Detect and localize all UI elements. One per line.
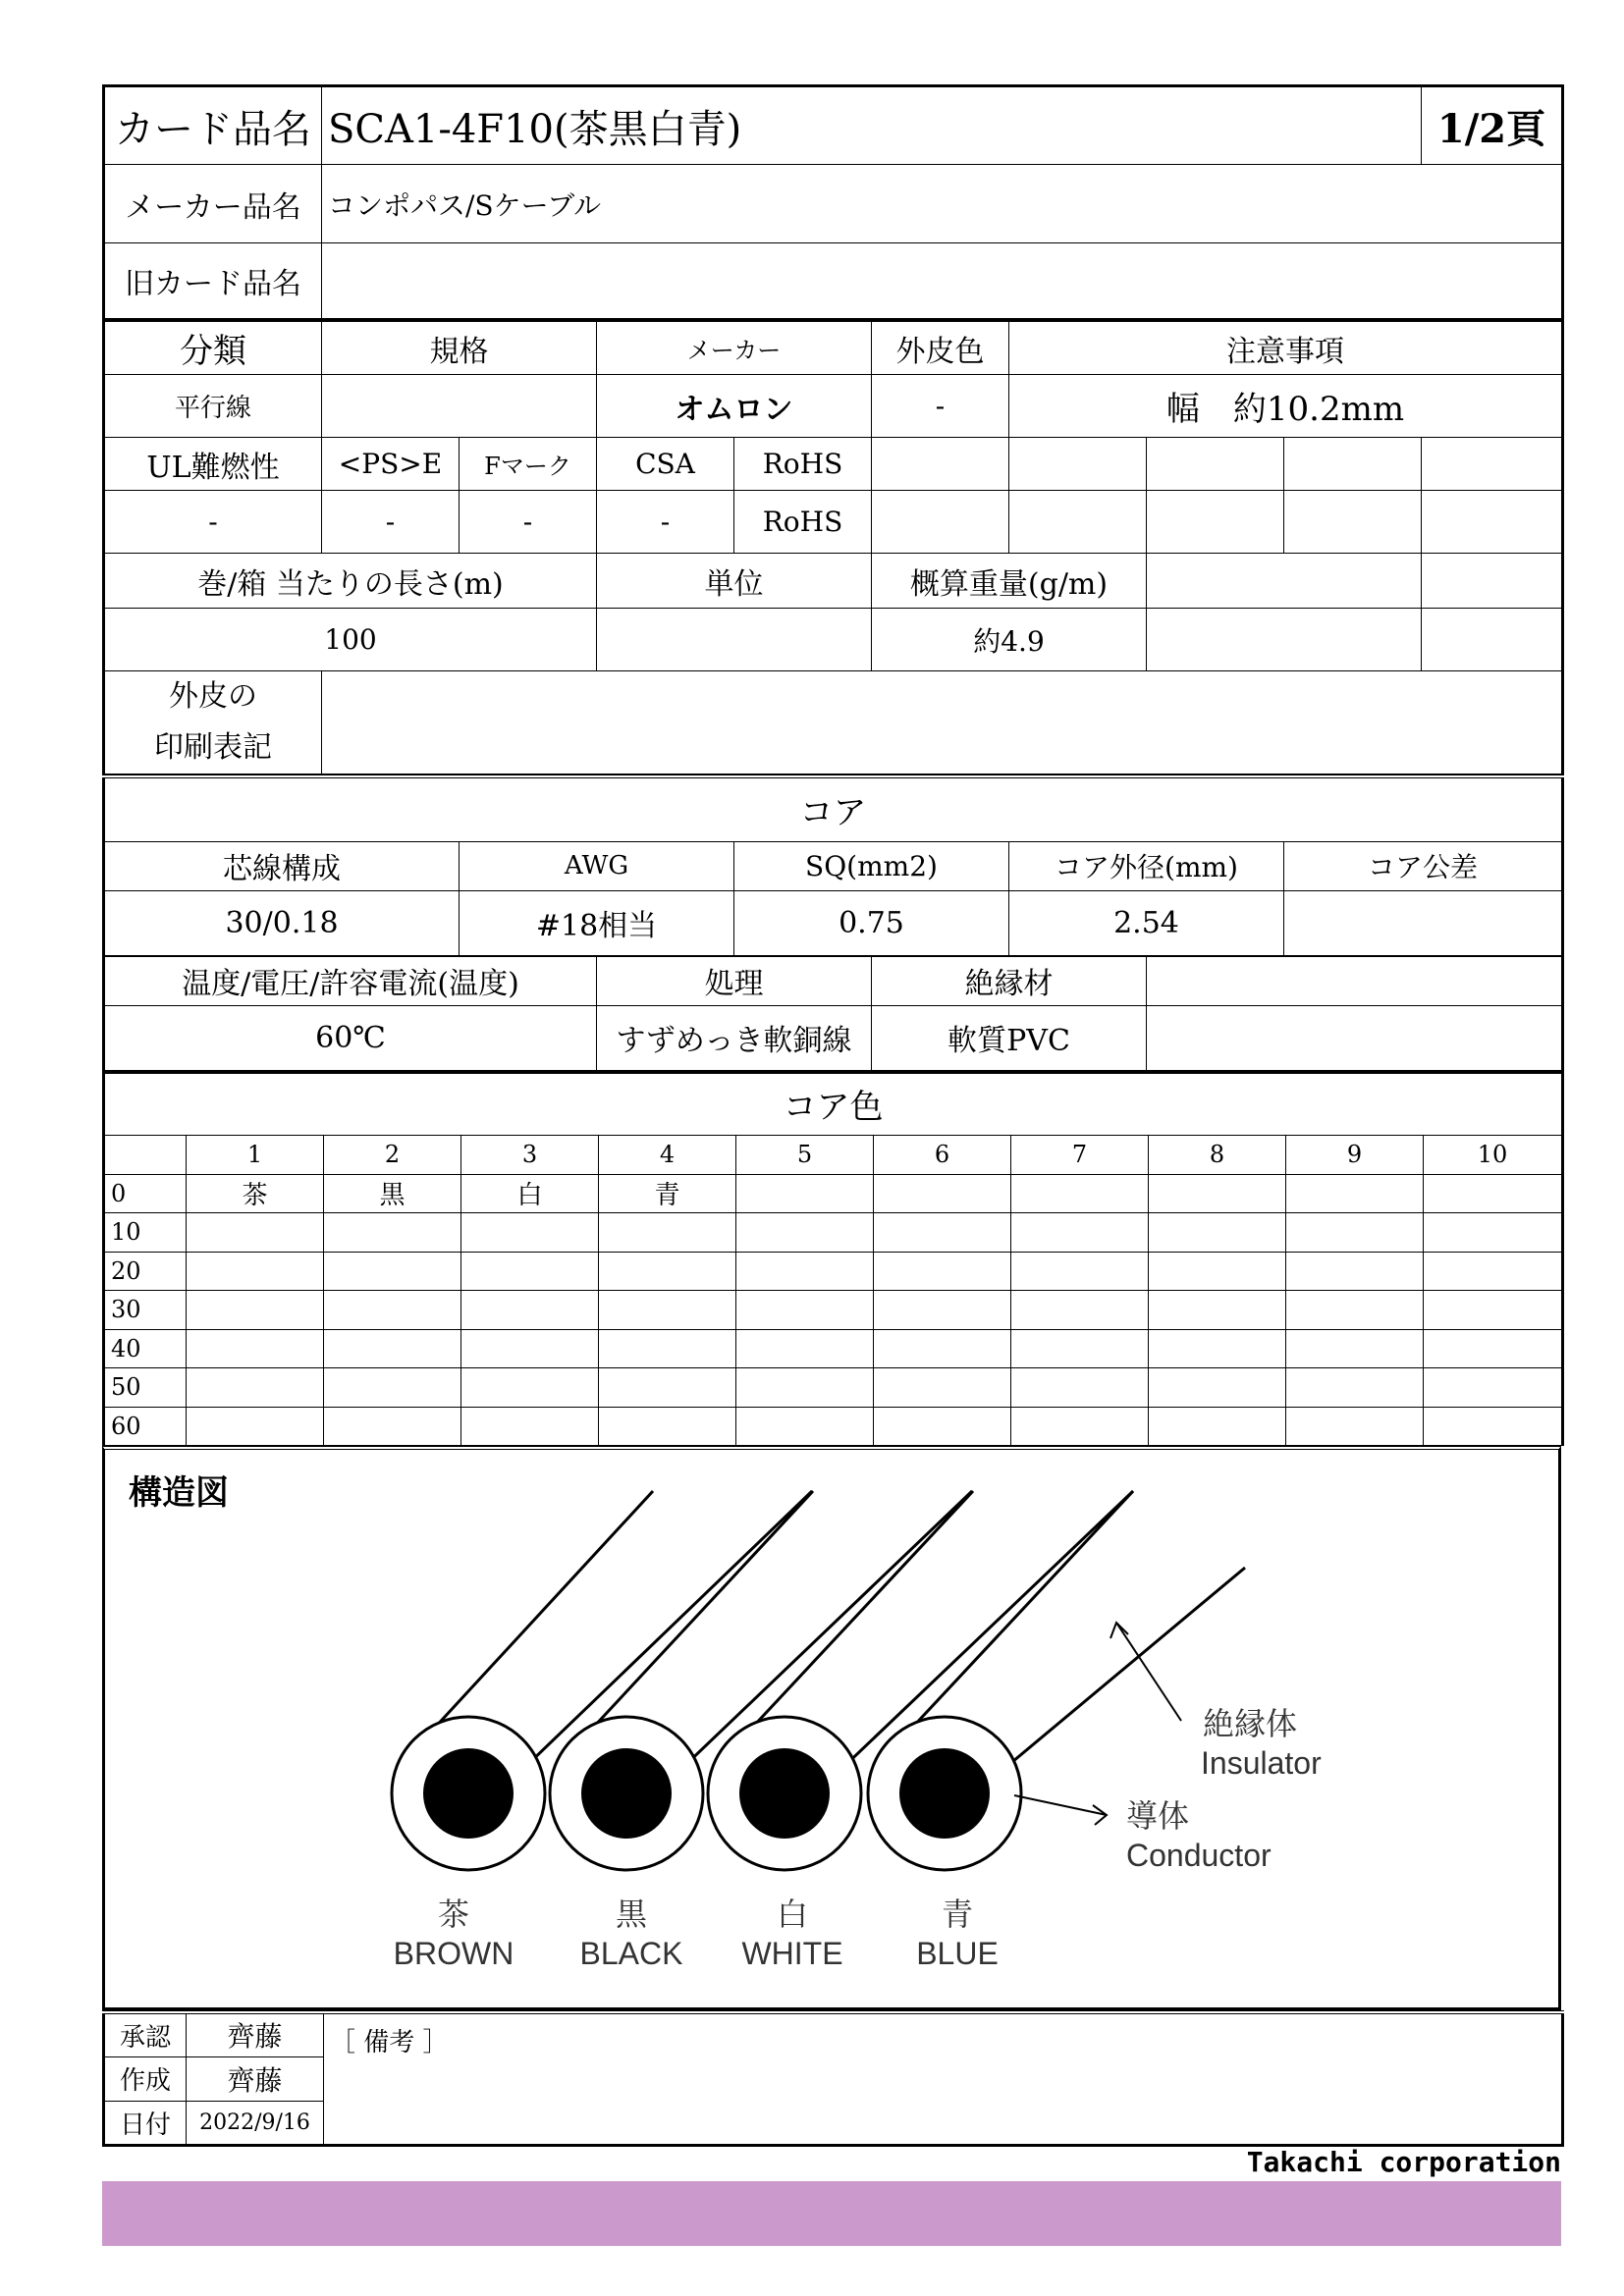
core-color-column-header: 5: [736, 1135, 874, 1174]
core-color-cell: [461, 1213, 599, 1253]
core-color-cell: [461, 1368, 599, 1408]
cert-header-rohs: RoHS: [734, 438, 872, 491]
core-color-cell: [599, 1252, 736, 1291]
conductor-white: [739, 1748, 830, 1839]
cert-value-empty: [1009, 491, 1147, 554]
core-color-row-label: 0: [104, 1174, 187, 1213]
condition-header-empty: [1147, 956, 1563, 1005]
core-color-cell: [599, 1291, 736, 1330]
cert-fmark-value: -: [460, 491, 597, 554]
length-value-empty: [1422, 609, 1563, 671]
core-color-cell: [461, 1407, 599, 1446]
core-color-cell: [187, 1291, 324, 1330]
core-color-cell: [1149, 1291, 1286, 1330]
core-color-cell: [599, 1329, 736, 1368]
core-color-cell: [1286, 1329, 1424, 1368]
core-color-title: コア色: [104, 1072, 1563, 1135]
core-color-cell: [1286, 1174, 1424, 1213]
core-color-cell: [1424, 1252, 1563, 1291]
core-color-cell: [187, 1213, 324, 1253]
core-color-cell: [1424, 1368, 1563, 1408]
structure-diagram: [102, 1446, 1561, 2010]
core-color-cell: [874, 1252, 1011, 1291]
approval-row: [104, 2012, 1563, 2056]
core-color-cell: [187, 1368, 324, 1408]
length-header-empty: [1147, 554, 1422, 609]
cert-header-empty: [1284, 438, 1422, 491]
condition-header-insulation: 絶縁材: [872, 956, 1147, 1005]
print-marking-value: [322, 671, 1563, 774]
core-header-awg: AWG: [460, 841, 734, 890]
cert-header-empty: [1009, 438, 1147, 491]
wire-label-jp: 黒: [615, 1896, 648, 1932]
spec-header-maker: メーカー: [597, 322, 872, 375]
condition-table: [102, 956, 1564, 1071]
core-header-strand: 芯線構成: [104, 841, 460, 890]
length-value-empty: [1147, 609, 1422, 671]
core-color-cell: [1149, 1252, 1286, 1291]
length-header: 巻/箱 当たりの長さ(m): [104, 554, 597, 609]
condition-empty-value: [1147, 1005, 1563, 1070]
core-color-cell: [874, 1329, 1011, 1368]
core-color-row-label: 40: [104, 1329, 187, 1368]
spec-standard-value: [322, 375, 597, 438]
cert-rohs-value: RoHS: [734, 491, 872, 554]
condition-header-temp: 温度/電圧/許容電流(温度): [104, 956, 597, 1005]
core-color-cell: [324, 1291, 461, 1330]
core-color-cell: [1011, 1213, 1149, 1253]
core-color-cell: [461, 1329, 599, 1368]
core-color-cell: [736, 1213, 874, 1253]
core-color-cell: [1424, 1407, 1563, 1446]
core-color-cell: [324, 1252, 461, 1291]
core-color-cell: [324, 1213, 461, 1253]
spec-maker-value: オムロン: [597, 375, 872, 438]
wire-label-en: BLACK: [579, 1936, 683, 1971]
core-color-row: [104, 1407, 1563, 1446]
core-color-row: [104, 1213, 1563, 1253]
maker-name-value: コンポパス/Sケーブル: [322, 165, 1563, 243]
core-table: [102, 774, 1564, 956]
conductor-blue: [899, 1748, 990, 1839]
core-color-row: [104, 1329, 1563, 1368]
conductor-label-en: Conductor: [1126, 1838, 1272, 1873]
spec-table: [102, 321, 1564, 774]
approval-value: 2022/9/16: [187, 2101, 324, 2145]
cert-value-empty: [1147, 491, 1284, 554]
core-color-table: [102, 1071, 1564, 1447]
cert-ul-value: -: [104, 491, 322, 554]
core-color-cell: [1011, 1329, 1149, 1368]
core-color-cell: [874, 1174, 1011, 1213]
core-color-column-header: 3: [461, 1135, 599, 1174]
core-strand-value: 30/0.18: [104, 890, 460, 955]
unit-value: [597, 609, 872, 671]
core-color-cell: [736, 1291, 874, 1330]
core-color-cell: [324, 1329, 461, 1368]
print-marking-label-line2: 印刷表記: [154, 730, 272, 765]
insulator-label-jp: 絶縁体: [1203, 1706, 1298, 1741]
weight-header: 概算重量(g/m): [872, 554, 1147, 609]
condition-header-treatment: 処理: [597, 956, 872, 1005]
core-color-column-header: 1: [187, 1135, 324, 1174]
core-color-row-label: 60: [104, 1407, 187, 1446]
core-od-value: 2.54: [1009, 890, 1284, 955]
core-color-row: [104, 1291, 1563, 1330]
core-color-cell: [1011, 1407, 1149, 1446]
core-color-row: [104, 1174, 1563, 1213]
core-color-cell: [1011, 1368, 1149, 1408]
cert-header-ul: UL難燃性: [104, 438, 322, 491]
core-color-column-header: 10: [1424, 1135, 1563, 1174]
footer-color-band: [102, 2181, 1561, 2246]
core-color-cell: [874, 1368, 1011, 1408]
core-color-cell: [599, 1407, 736, 1446]
spec-category-value: 平行線: [104, 375, 322, 438]
unit-header: 単位: [597, 554, 872, 609]
conductor-black: [581, 1748, 672, 1839]
wire-label-jp: 白: [776, 1896, 809, 1932]
core-color-cell: [599, 1368, 736, 1408]
core-color-cell: [1149, 1213, 1286, 1253]
core-color-cell: [461, 1252, 599, 1291]
print-marking-label: [104, 671, 322, 774]
core-sq-value: 0.75: [734, 890, 1009, 955]
cable-cross-section-svg: [105, 1450, 1558, 2007]
core-header-sq: SQ(mm2): [734, 841, 1009, 890]
maker-name-label: メーカー品名: [104, 165, 322, 243]
insulator-label-en: Insulator: [1201, 1745, 1322, 1781]
cert-header-pse: <PS>E: [322, 438, 460, 491]
wire-label-jp: 茶: [437, 1896, 470, 1932]
approval-label: 日付: [104, 2101, 187, 2145]
spec-sheath-color-value: -: [872, 375, 1009, 438]
core-color-cell: [1286, 1407, 1424, 1446]
core-color-cell: [1011, 1291, 1149, 1330]
core-color-column-header: 7: [1011, 1135, 1149, 1174]
core-color-column-header: 6: [874, 1135, 1011, 1174]
core-color-cell: [324, 1368, 461, 1408]
core-color-cell: [736, 1407, 874, 1446]
print-marking-label-line1: 外皮の: [169, 679, 257, 714]
spec-notes-value: 幅 約10.2mm: [1009, 375, 1563, 438]
cert-header-csa: CSA: [597, 438, 734, 491]
condition-insulation-value: 軟質PVC: [872, 1005, 1147, 1070]
condition-treatment-value: すずめっき軟銅線: [597, 1005, 872, 1070]
core-color-cell: 茶: [187, 1174, 324, 1213]
condition-temp-value: 60℃: [104, 1005, 597, 1070]
core-color-column-header: 4: [599, 1135, 736, 1174]
cert-header-empty: [872, 438, 1009, 491]
weight-value: 約4.9: [872, 609, 1147, 671]
cert-csa-value: -: [597, 491, 734, 554]
core-color-cell: [874, 1407, 1011, 1446]
core-color-cell: [874, 1291, 1011, 1330]
header-table: [102, 84, 1564, 321]
conductor-label-jp: 導体: [1126, 1798, 1190, 1834]
length-header-empty: [1422, 554, 1563, 609]
old-card-value: [322, 243, 1563, 320]
core-header-od: コア外径(mm): [1009, 841, 1284, 890]
core-color-cell: 黒: [324, 1174, 461, 1213]
spec-header-sheath-color: 外皮色: [872, 322, 1009, 375]
cert-value-empty: [872, 491, 1009, 554]
core-title: コア: [104, 776, 1563, 841]
length-value: 100: [104, 609, 597, 671]
core-color-cell: 青: [599, 1174, 736, 1213]
cert-value-empty: [1422, 491, 1563, 554]
remarks-cell: ［ 備考 ］: [324, 2012, 1563, 2145]
core-color-cell: [1424, 1213, 1563, 1253]
old-card-label: 旧カード品名: [104, 243, 322, 320]
core-color-cell: [1149, 1407, 1286, 1446]
wire-label-en: BROWN: [393, 1936, 514, 1971]
core-color-cell: [1286, 1252, 1424, 1291]
company-name: Takachi corporation: [1246, 2146, 1561, 2178]
core-color-cell: [736, 1329, 874, 1368]
core-color-cell: [461, 1291, 599, 1330]
spec-sheet: [102, 84, 1561, 2147]
cert-value-empty: [1284, 491, 1422, 554]
core-tolerance-value: [1284, 890, 1563, 955]
page-number: 1/2頁: [1422, 86, 1563, 165]
cert-header-empty: [1147, 438, 1284, 491]
core-color-cell: [736, 1174, 874, 1213]
core-color-cell: 白: [461, 1174, 599, 1213]
core-color-cell: [874, 1213, 1011, 1253]
core-color-cell: [1011, 1174, 1149, 1213]
core-color-header-row: [104, 1135, 1563, 1174]
core-color-column-header: 2: [324, 1135, 461, 1174]
core-color-cell: [736, 1368, 874, 1408]
core-color-column-header: 8: [1149, 1135, 1286, 1174]
core-awg-value: #18相当: [460, 890, 734, 955]
core-color-row-label: 30: [104, 1291, 187, 1330]
core-color-cell: [187, 1407, 324, 1446]
conductor-brown: [423, 1748, 514, 1839]
spec-header-category: 分類: [104, 322, 322, 375]
approval-value: 齊藤: [187, 2012, 324, 2056]
approval-label: 作成: [104, 2056, 187, 2101]
wire-label-jp: 青: [941, 1896, 974, 1932]
core-color-cell: [736, 1252, 874, 1291]
approval-label: 承認: [104, 2012, 187, 2056]
core-color-cell: [1149, 1329, 1286, 1368]
core-color-cell: [324, 1407, 461, 1446]
core-color-cell: [599, 1213, 736, 1253]
core-color-column-header: 9: [1286, 1135, 1424, 1174]
core-color-row-label: 10: [104, 1213, 187, 1253]
core-color-row-label: 50: [104, 1368, 187, 1408]
cert-header-fmark: Fマーク: [460, 438, 597, 491]
wire-label-en: BLUE: [916, 1936, 999, 1971]
cert-header-empty: [1422, 438, 1563, 491]
core-color-cell: [1149, 1368, 1286, 1408]
core-color-row: [104, 1368, 1563, 1408]
diagram-title: 構造図: [129, 1473, 229, 1513]
core-color-corner: [104, 1135, 187, 1174]
approval-value: 齊藤: [187, 2056, 324, 2101]
core-color-row-label: 20: [104, 1252, 187, 1291]
core-color-cell: [1424, 1291, 1563, 1330]
core-color-cell: [1286, 1368, 1424, 1408]
cert-pse-value: -: [322, 491, 460, 554]
core-header-tolerance: コア公差: [1284, 841, 1563, 890]
core-color-cell: [1424, 1329, 1563, 1368]
card-name-value: SCA1-4F10(茶黒白青): [322, 86, 1422, 165]
core-color-cell: [187, 1252, 324, 1291]
core-color-cell: [1424, 1174, 1563, 1213]
core-color-cell: [187, 1329, 324, 1368]
core-color-cell: [1149, 1174, 1286, 1213]
spec-header-standard: 規格: [322, 322, 597, 375]
spec-header-notes: 注意事項: [1009, 322, 1563, 375]
core-color-cell: [1011, 1252, 1149, 1291]
core-color-row: [104, 1252, 1563, 1291]
card-name-label: カード品名: [104, 86, 322, 165]
core-color-cell: [1286, 1213, 1424, 1253]
core-color-cell: [1286, 1291, 1424, 1330]
wire-label-en: WHITE: [741, 1936, 843, 1971]
approval-table: [102, 2010, 1564, 2147]
